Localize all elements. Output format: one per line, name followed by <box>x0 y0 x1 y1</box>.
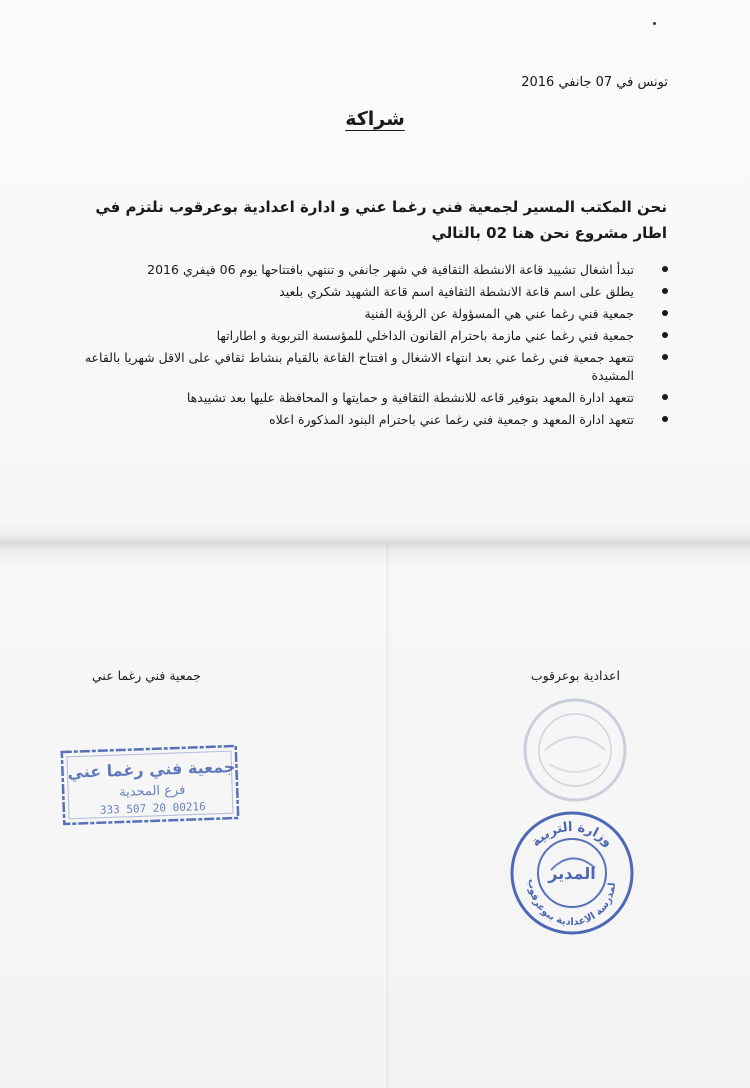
paper-fold-vertical <box>386 545 389 1088</box>
bullet-icon <box>662 354 668 360</box>
clause-item <box>42 389 642 407</box>
svg-text:المدير: المدير <box>548 864 596 883</box>
svg-text:المدرسة الاعدادية ببوعرقوب: لمدرسة الاعدادية ببوعرقوب <box>525 878 619 929</box>
clause-text: جمعية فني رغما عني هي المسؤولة عن الرؤية الفنية <box>364 306 634 321</box>
clause-text: يطلق على اسم قاعة الانشطة الثقافية اسم قاعة الشهيد شكري بلعيد <box>279 284 634 299</box>
svg-text:وزارة التربية: وزارة التربية <box>528 819 616 851</box>
svg-text:فرع المحدية: فرع المحدية <box>118 782 186 801</box>
svg-text:00216 20 507 333: 00216 20 507 333 <box>99 800 207 817</box>
clause-text: تتعهد جمعية فني رغما عني بعد انتهاء الاشغال و افتتاح القاعة بالقيام بنشاط ثقافي على الاقل شهريا بالقاعه المشيدة <box>84 350 634 383</box>
bullet-icon <box>662 332 668 338</box>
ink-speck <box>653 22 656 25</box>
bullet-icon <box>662 266 668 272</box>
paper-fold-horizontal <box>0 536 750 550</box>
clause-item <box>42 305 642 323</box>
clause-item <box>42 261 642 279</box>
clause-item <box>42 283 642 301</box>
clause-text: تتعهد ادارة المعهد بتوفير قاعه للانشطة الثقافية و حمايتها و المحافظة عليها بعد تشييدها <box>186 390 634 405</box>
bullet-icon <box>662 310 668 316</box>
clause-item <box>42 327 642 345</box>
clause-text: جمعية فني رغما عني مازمة باحترام القانون الداخلي للمؤسسة التربوية و اطاراتها <box>216 328 634 343</box>
document-title: شراكة <box>345 108 405 130</box>
faint-round-stamp <box>519 694 631 806</box>
bullet-icon <box>662 394 668 400</box>
association-signature-label: جمعية فني رغما عني <box>92 668 201 683</box>
clause-list <box>42 261 642 433</box>
clause-text: تبدأ اشغال تشييد قاعة الانشطة الثقافية في شهر جانفي و تنتهي بافتتاحها يوم 06 فيفري 2016 <box>147 262 634 277</box>
bullet-icon <box>662 416 668 422</box>
svg-text:جمعية فني رغما عني: جمعية فني رغما عني <box>67 757 236 782</box>
school-stamp <box>507 808 637 938</box>
clause-item <box>42 411 642 429</box>
clause-item <box>42 349 642 385</box>
association-stamp <box>59 742 242 828</box>
intro-paragraph: نحن المكتب المسير لجمعية فني رغما عني و ادارة اعدادية بوعرقوب نلتزم في اطار مشروع نحن هنا 02 بالتالي <box>95 198 667 242</box>
document-date: تونس في 07 جانفي 2016 <box>521 75 668 90</box>
clause-text: تتعهد ادارة المعهد و جمعية فني رغما عني باحترام البنود المذكورة اعلاه <box>269 412 634 427</box>
school-signature-label: اعدادية بوعرقوب <box>530 668 620 683</box>
bullet-icon <box>662 288 668 294</box>
